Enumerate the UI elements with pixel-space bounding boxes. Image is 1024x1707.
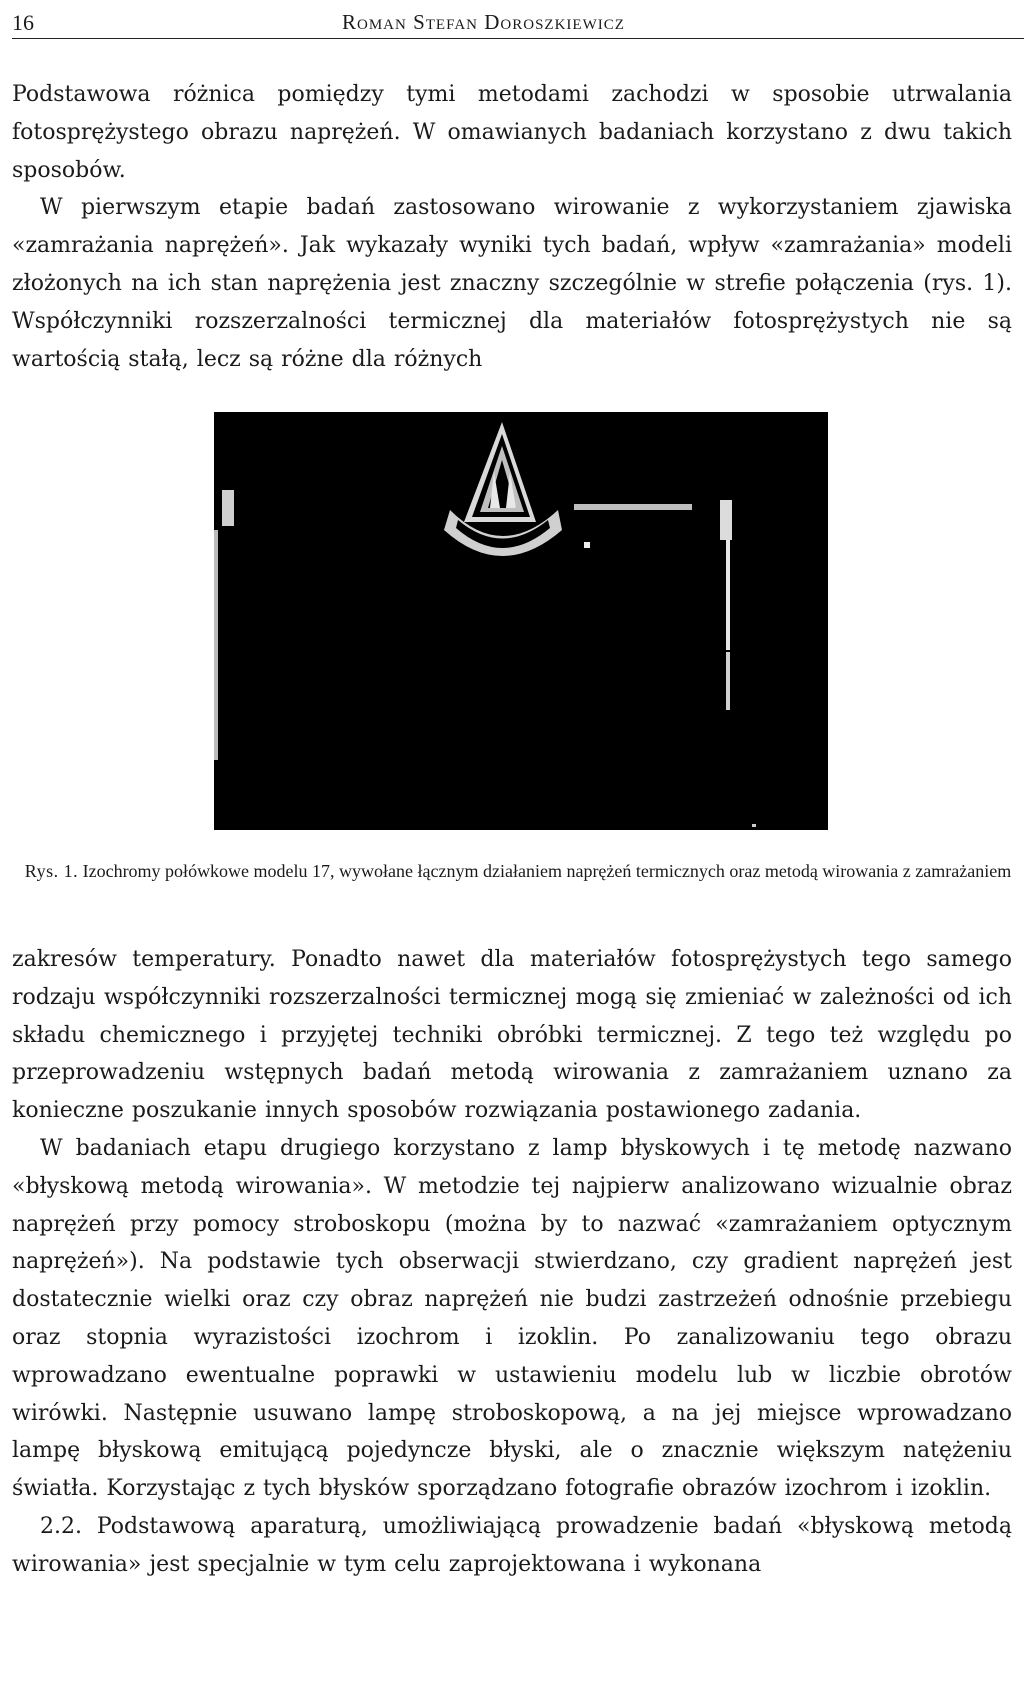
figure-photo (214, 412, 828, 830)
paragraph: Podstawowa różnica pomiędzy tymi metodami zachodzi w sposobie utrwalania fotosprężystego obrazu naprężeń. W omawianych badaniach korzystano z dwu takich sposobów. (12, 82, 1012, 183)
paragraph: W badaniach etapu drugiego korzystano z lamp błyskowych i tę metodę nazwano «błyskową metodą wirowania». W metodzie tej najpierw analizowano wizualnie obraz naprężeń przy pomocy stroboskopu (można by to nazwać «zamrażaniem optycznym naprężeń»). Na podstawie tych obserwacji stwierdzano, czy gradient naprężeń jest dostatecznie wielki oraz czy obraz naprężeń nie budzi zastrzeżeń odnośnie przebiegu oraz stopnia wyrazistości izochrom i izoklin. Po zanalizowaniu tego obrazu wprowadzano ewentualne poprawki w ustawieniu modelu lub w liczbie obrotów wirówki. Następnie usuwano lampę stroboskopową, a na jej miejsce wprowadzano lampę błyskową emitującą pojedyncze błyski, ale o znacznie większym natężeniu światła. Korzystając z tych błysków sporządzano fotografie obrazów izochrom i izoklin. (12, 1135, 1012, 1502)
page-number: 16 (12, 10, 34, 35)
figure-label: Rys. 1. (24, 861, 79, 881)
right-beam (574, 504, 692, 510)
paragraph: zakresów temperatury. Ponadto nawet dla materiałów fotosprężystych tego samego rodzaju współczynniki rozszerzalności termicznej mogą się zmieniać w zależności od ich składu chemicznego i przyjętej techniki obróbki termicznej. Z tego też względu po przeprowadzeniu wstępnych badań metodą wirowania z zamrażaniem uznano za konieczne poszukanie innych sposobów rozwiązania postawionego zadania. (12, 947, 1012, 1124)
paragraph: 2.2. Podstawową aparaturą, umożliwiającą prowadzenie badań «błyskową metodą wirowania» jest specjalnie w tym celu zaprojektowana i wykonana (12, 1513, 1012, 1577)
paragraph: W pierwszym etapie badań zastosowano wirowanie z wykorzystaniem zjawiska «zamrażania naprężeń». Jak wykazały wyniki tych badań, wpływ «zamrażania» modeli złożonych na ich stan naprężenia jest znaczny szczególnie w strefie połączenia (rys. 1). Współczynniki rozszerzalności termicznej dla materiałów fotosprężystych nie są wartością stałą, lecz są różne dla różnych (12, 195, 1012, 372)
body-text-top (12, 76, 1012, 378)
photoelastic-model-image (214, 412, 828, 830)
figure-caption (12, 858, 1024, 884)
left-beam-edge (222, 490, 234, 526)
body-text-bottom (12, 941, 1012, 1584)
running-head: Roman Stefan Doroszkiewicz (342, 10, 625, 34)
page-header (12, 6, 1024, 39)
figure-caption-text: Izochromy połówkowe modelu 17, wywołane łącznym działaniem naprężeń termicznych oraz metodą wirowania z zamrażaniem (82, 861, 1012, 881)
